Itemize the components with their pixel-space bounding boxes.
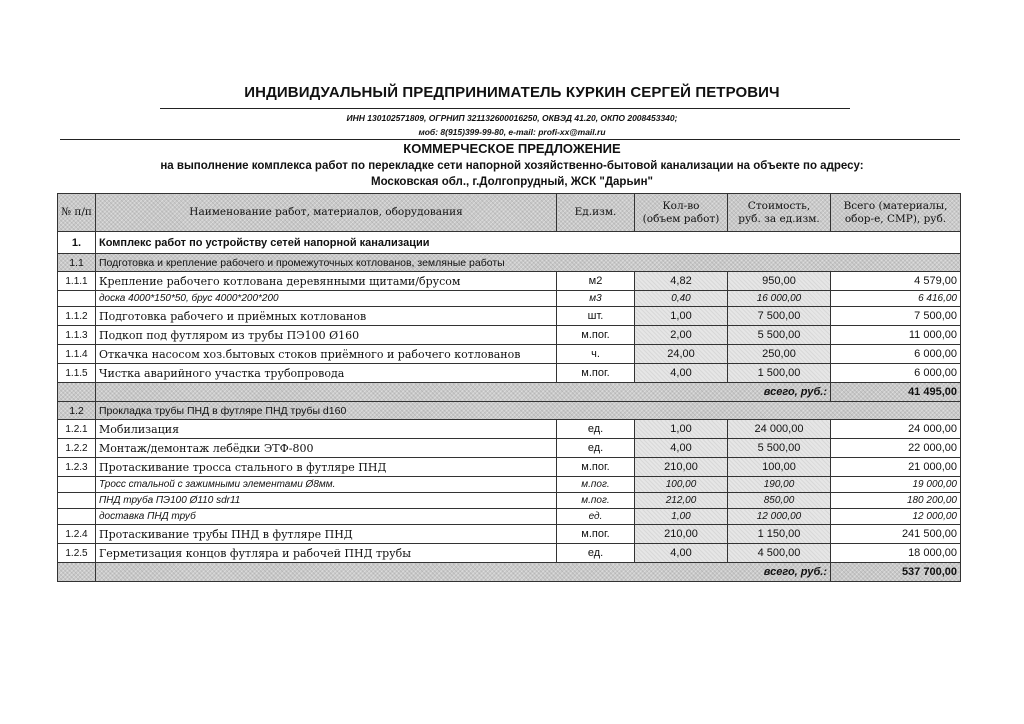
header-qty-line1: Кол-во [662, 199, 700, 212]
row-price: 850,00 [728, 493, 831, 509]
material-row [58, 291, 961, 307]
row-total: 180 200,00 [831, 493, 961, 509]
row-price: 1 150,00 [728, 525, 831, 544]
row-qty: 1,00 [635, 420, 728, 439]
header-price-line2: руб. за ед.изм. [738, 212, 820, 225]
row-qty: 100,00 [635, 477, 728, 493]
table-header-row [58, 194, 961, 232]
row-price: 5 500,00 [728, 439, 831, 458]
row-price: 16 000,00 [728, 291, 831, 307]
row-name: Подкоп под футляром из трубы ПЭ100 Ø160 [96, 326, 557, 345]
group-total-row [58, 563, 961, 582]
group-total-row [58, 383, 961, 402]
row-num: 1.1.5 [58, 364, 96, 383]
header-divider [160, 108, 850, 109]
row-qty: 210,00 [635, 458, 728, 477]
row-name: Крепление рабочего котлована деревянными щитами/брусом [96, 272, 557, 291]
row-unit: ед. [557, 420, 635, 439]
header-name: Наименование работ, материалов, оборудования [96, 194, 557, 232]
row-unit: шт. [557, 307, 635, 326]
row-total: 7 500,00 [831, 307, 961, 326]
row-total: 6 416,00 [831, 291, 961, 307]
material-row [58, 493, 961, 509]
header-price [728, 194, 831, 232]
row-num [58, 509, 96, 525]
contacts-divider [60, 139, 960, 140]
row-qty: 4,00 [635, 439, 728, 458]
row-unit: ч. [557, 345, 635, 364]
row-num [58, 477, 96, 493]
row-price: 950,00 [728, 272, 831, 291]
row-qty: 24,00 [635, 345, 728, 364]
row-total: 22 000,00 [831, 439, 961, 458]
row-unit: м.пог. [557, 493, 635, 509]
row-price: 190,00 [728, 477, 831, 493]
row-total: 6 000,00 [831, 345, 961, 364]
row-total: 4 579,00 [831, 272, 961, 291]
total-value: 537 700,00 [831, 563, 961, 582]
table-row [58, 439, 961, 458]
row-qty: 1,00 [635, 509, 728, 525]
header-num: № п/п [58, 194, 96, 232]
row-num: 1.2.3 [58, 458, 96, 477]
group-name: Прокладка трубы ПНД в футляре ПНД трубы d160 [96, 402, 961, 420]
offer-description: на выполнение комплекса работ по перекладке сети напорной хозяйственно-бытовой канализации на объекте по адресу: [160, 160, 864, 172]
total-label: всего, руб.: [96, 563, 831, 582]
row-num: 1.1.2 [58, 307, 96, 326]
row-price: 4 500,00 [728, 544, 831, 563]
material-row [58, 477, 961, 493]
row-unit: м.пог. [557, 458, 635, 477]
row-total: 24 000,00 [831, 420, 961, 439]
group-num: 1.1 [58, 254, 96, 272]
row-num: 1.1.3 [58, 326, 96, 345]
row-qty: 4,00 [635, 364, 728, 383]
group-num: 1.2 [58, 402, 96, 420]
table-row [58, 364, 961, 383]
row-qty: 1,00 [635, 307, 728, 326]
row-unit: ед. [557, 544, 635, 563]
row-name: доставка ПНД труб [96, 509, 557, 525]
table-row [58, 458, 961, 477]
section-row [58, 232, 961, 254]
row-total: 6 000,00 [831, 364, 961, 383]
header-price-line1: Стоимость, [747, 199, 811, 212]
row-price: 5 500,00 [728, 326, 831, 345]
row-num: 1.2.5 [58, 544, 96, 563]
row-name: доска 4000*150*50, брус 4000*200*200 [96, 291, 557, 307]
header-qty [635, 194, 728, 232]
row-name: Тросс стальной с зажимными элементами Ø8мм. [96, 477, 557, 493]
row-name: Откачка насосом хоз.бытовых стоков приёмного и рабочего котлованов [96, 345, 557, 364]
total-value: 41 495,00 [831, 383, 961, 402]
row-unit: м.пог. [557, 525, 635, 544]
row-qty: 212,00 [635, 493, 728, 509]
offer-title: КОММЕРЧЕСКОЕ ПРЕДЛОЖЕНИЕ [403, 141, 621, 156]
row-name: Чистка аварийного участка трубопровода [96, 364, 557, 383]
row-price: 12 000,00 [728, 509, 831, 525]
section-name: Комплекс работ по устройству сетей напорной канализации [96, 232, 961, 254]
group-header-row [58, 254, 961, 272]
row-name: Протаскивание тросса стального в футляре ПНД [96, 458, 557, 477]
estimate-table [57, 193, 961, 582]
row-num: 1.1.1 [58, 272, 96, 291]
row-num: 1.2.2 [58, 439, 96, 458]
row-price: 24 000,00 [728, 420, 831, 439]
row-num: 1.2.1 [58, 420, 96, 439]
header-unit: Ед.изм. [557, 194, 635, 232]
header-total-line2: обор-е, СМР), руб. [844, 212, 947, 225]
row-total: 18 000,00 [831, 544, 961, 563]
row-qty: 210,00 [635, 525, 728, 544]
row-unit: м2 [557, 272, 635, 291]
row-num: 1.1.4 [58, 345, 96, 364]
row-num [58, 493, 96, 509]
row-price: 250,00 [728, 345, 831, 364]
total-label: всего, руб.: [96, 383, 831, 402]
row-total: 21 000,00 [831, 458, 961, 477]
header-total-line1: Всего (материалы, [843, 199, 948, 212]
row-qty: 0,40 [635, 291, 728, 307]
row-unit: м.пог. [557, 364, 635, 383]
table-row [58, 525, 961, 544]
total-spacer [58, 563, 96, 582]
total-spacer [58, 383, 96, 402]
company-requisites: ИНН 130102571809, ОГРНИП 321132600016250, ОКВЭД 41.20, ОКПО 2008453340; [346, 113, 678, 123]
section-num: 1. [58, 232, 96, 254]
table-row [58, 272, 961, 291]
row-name: Подготовка рабочего и приёмных котлованов [96, 307, 557, 326]
row-name: Мобилизация [96, 420, 557, 439]
row-unit: м3 [557, 291, 635, 307]
company-contacts: моб: 8(915)399-99-80, e-mail: profi-xx@mail.ru [418, 127, 606, 137]
table-row [58, 345, 961, 364]
row-total: 241 500,00 [831, 525, 961, 544]
row-price: 7 500,00 [728, 307, 831, 326]
row-qty: 2,00 [635, 326, 728, 345]
header-qty-line2: (объем работ) [642, 212, 720, 225]
group-header-row [58, 402, 961, 420]
row-num: 1.2.4 [58, 525, 96, 544]
table-row [58, 307, 961, 326]
row-qty: 4,82 [635, 272, 728, 291]
row-total: 12 000,00 [831, 509, 961, 525]
company-title: ИНДИВИДУАЛЬНЫЙ ПРЕДПРИНИМАТЕЛЬ КУРКИН СЕРГЕЙ ПЕТРОВИЧ [244, 84, 780, 101]
offer-address: Московская обл., г.Долгопрудный, ЖСК "Дарьин" [370, 176, 653, 188]
row-unit: ед. [557, 439, 635, 458]
row-total: 11 000,00 [831, 326, 961, 345]
row-qty: 4,00 [635, 544, 728, 563]
row-name: ПНД труба ПЭ100 Ø110 sdr11 [96, 493, 557, 509]
header-total [831, 194, 961, 232]
row-name: Герметизация концов футляра и рабочей ПНД трубы [96, 544, 557, 563]
row-unit: ед. [557, 509, 635, 525]
table-row [58, 420, 961, 439]
row-name: Монтаж/демонтаж лебёдки ЭТФ-800 [96, 439, 557, 458]
table-row [58, 326, 961, 345]
row-unit: м.пог. [557, 477, 635, 493]
row-price: 1 500,00 [728, 364, 831, 383]
row-name: Протаскивание трубы ПНД в футляре ПНД [96, 525, 557, 544]
material-row [58, 509, 961, 525]
table-row [58, 544, 961, 563]
row-unit: м.пог. [557, 326, 635, 345]
row-num [58, 291, 96, 307]
row-price: 100,00 [728, 458, 831, 477]
row-total: 19 000,00 [831, 477, 961, 493]
group-name: Подготовка и крепление рабочего и промежуточных котлованов, земляные работы [96, 254, 961, 272]
